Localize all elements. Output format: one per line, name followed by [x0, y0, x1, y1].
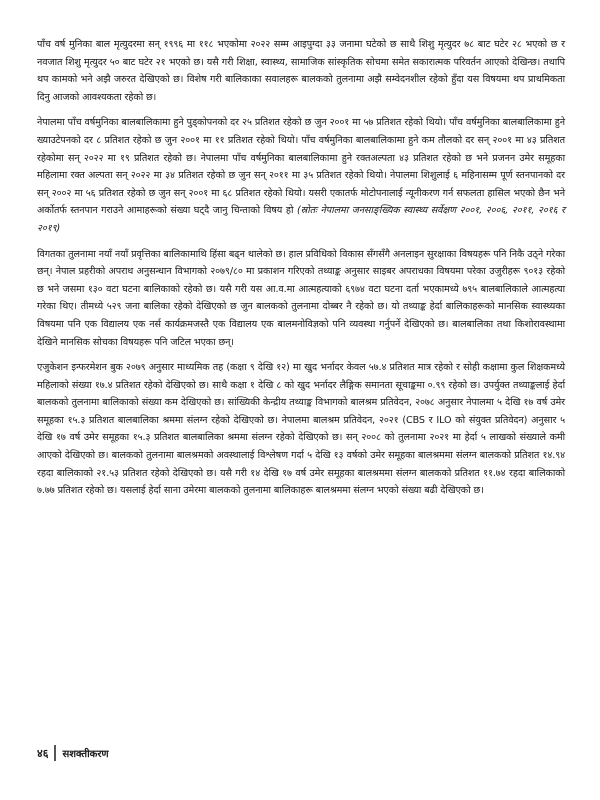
source-citation: (स्रोतः नेपालमा जनसाङ्ख्यिक स्वास्थ्य सर्वेक्षण २००१, २००६, २०११, २०१६ र २०१९) — [37, 205, 565, 234]
footer-divider — [54, 745, 56, 761]
paragraph-text: विगतका तुलनामा नयाँ नयाँ प्रवृत्तिका बालिकामाथि हिंसा बढ्न थालेको छ। हाल प्रविधिको विकास सँगसँगै अनलाइन सुरक्षाका विषयहरू पनि निकै उठ्ने गरेका छन्। नेपाल प्रहरीको अपराध अनुसन्धान विभागको २०७९/८० मा प्रकाशन गरिएको तथ्याङ्क अनुसार साइबर अपराधका विषयमा परेका उजुरीहरू ९०१३ रहेको छ भने जसमा १३० वटा घटना बालिकाको रहेको छ। यसै गरी यस आ.व.मा आत्महत्याको ६९७४ वटा घटना दर्ता भएकामध्ये ७९५ बालबालिकाले आत्महत्या गरेका थिए। तीमध्ये ५२९ जना बालिका रहेको देखिएको छ जुन बालकको तुलनामा दोब्बर नै रहेको छ। यो तथ्याङ्क हेर्दा बालिकाहरूको मानसिक स्वास्थ्यका विषयमा पनि एक विद्यालय एक नर्स कार्यक्रमजस्तै एक विद्यालय एक बालमनोविज्ञको पनि व्यवस्था गर्नुपर्ने देखिएको छ। बालबालिका तथा किशोरावस्थामा देखिने मानसिक सोचका विषयहरू पनि जटिल भएका छन्। — [37, 248, 565, 348]
publication-title: सशक्तीकरण — [62, 749, 109, 760]
paragraph-violence — [37, 246, 565, 352]
paragraph-text: पाँच वर्ष मुनिका बाल मृत्युदरमा सन् १९९६ मा ११८ भएकोमा २०२२ सम्म आइपुग्दा ३३ जनामा घटेको छ साथै शिशु मृत्युदर ७८ बाट घटेर २८ भएको छ र नवजात शिशु मृत्युदर ५० बाट घटेर २१ भएको छ। यसै गरी शिक्षा, स्वास्थ्य, सामाजिक सांस्कृतिक सोचमा समेत सकारात्मक परिवर्तन आएको देखिन्छ। तथापि थप कामको भने अझै जरुरत देखिएको छ। विशेष गरी बालिकाका सवालहरू बालकको तुलनामा अझै सम्वेदनशील रहेको हुँदा यस विषयमा थप प्राथमिकता दिनु आजको आवश्यकता रहेको छ। — [37, 39, 565, 103]
page-body — [37, 36, 565, 508]
page-number: ४६ — [37, 746, 49, 760]
paragraph-text: एजुकेशन इन्फरमेशन बुक २०७९ अनुसार माध्यमिक तह (कक्षा ९ देखि १२) मा खुद भर्नादर केवल ५७.४ प्रतिशत मात्र रहेको र सोही कक्षामा कुल शिक्षकमध्ये महिलाको संख्या १७.४ प्रतिशत रहेको देखिएको छ। साथै कक्षा १ देखि ८ को खुद भर्नादर लैङ्गिक समानता सूचाङ्कमा ०.९९ रहेको छ। उपर्युक्त तथ्याङ्कलाई हेर्दा बालकको तुलनामा बालिकाको संख्या कम देखिएको छ। सांख्यिकी केन्द्रीय तथ्याङ्क विभागको बालश्रम प्रतिवेदन, २०७८ अनुसार नेपालमा ५ देखि १७ वर्ष उमेर समूहका १५.३ प्रतिशत बालबालिका श्रममा संलग्न रहेको देखिएको छ। नेपालमा बालश्रम प्रतिवेदन, २०२१ (CBS र ILO को संयुक्त प्रतिवेदन) अनुसार ५ देखि १७ वर्ष उमेर समूहका १५.३ प्रतिशत बालबालिका श्रममा संलग्न रहेको देखिएको छ। सन् २००८ को तुलनामा २०२१ मा हेर्दा ५ लाखको संख्याले कमी आएको देखिएको छ। बालकको तुलनामा बालश्रमको अवस्थालाई विश्लेषण गर्दा ५ देखि १३ वर्षको उमेर समूहका बालश्रममा संलग्न बालकको प्रतिशत १४.९४ रहदा बालिकाको २१.५३ प्रतिशत रहेको देखिएको छ। यसै गरी १४ देखि १७ वर्ष उमेर समूहका बालश्रममा संलग्न बालकको प्रतिशत ११.७४ रहदा बालिकाको ७.७७ प्रतिशत रहेको छ। यसलाई हेर्दा साना उमेरमा बालकको तुलनामा बालिकाहरू बालश्रममा संलग्न भएको संख्या बढी देखिएको छ। — [37, 362, 565, 497]
page-footer — [37, 742, 565, 764]
paragraph-text: नेपालमा पाँच वर्षमुनिका बालबालिकामा हुने पुड्कोपनको दर २५ प्रतिशत रहेको छ जुन २००१ मा ५७ प्रतिशत रहेको थियो। पाँच वर्षमुनिका बालबालिकामा हुने ख्याउटेपनको दर ८ प्रतिशत रहेको छ जुन २००१ मा ११ प्रतिशत रहेको थियो। पाँच वर्षमुनिका बालबालिकामा हुने कम तौलको दर सन् २००१ मा ४३ प्रतिशत रहेकोमा सन् २०२२ मा १९ प्रतिशत रहेको छ। नेपालमा पाँच वर्षमुनिका बालबालिकामा हुने रक्तअल्पता ४३ प्रतिशत रहेको छ भने प्रजनन उमेर समूहका महिलामा रक्त अल्पता सन् २०२२ मा ३४ प्रतिशत रहेको छ जुन सन् २०११ मा ३५ प्रतिशत रहेको थियो। नेपालमा शिशुलाई ६ महिनासम्म पूर्ण स्तनपानको दर सन् २००२ मा ५६ प्रतिशत रहेको छ जुन सन् २००१ मा ६८ प्रतिशत रहेको थियो। यसरी एकातर्फ मोटोपनालाई न्यूनीकरण गर्न सफलता हासिल भएको छैन भने अर्कोतर्फ स्तनपान गराउने आमाहरूको संख्या घट्दै जानु चिन्ताको विषय हो — [37, 117, 565, 217]
paragraph-nutrition — [37, 114, 565, 237]
paragraph-child-mortality — [37, 36, 565, 106]
paragraph-education-labour — [37, 359, 565, 500]
